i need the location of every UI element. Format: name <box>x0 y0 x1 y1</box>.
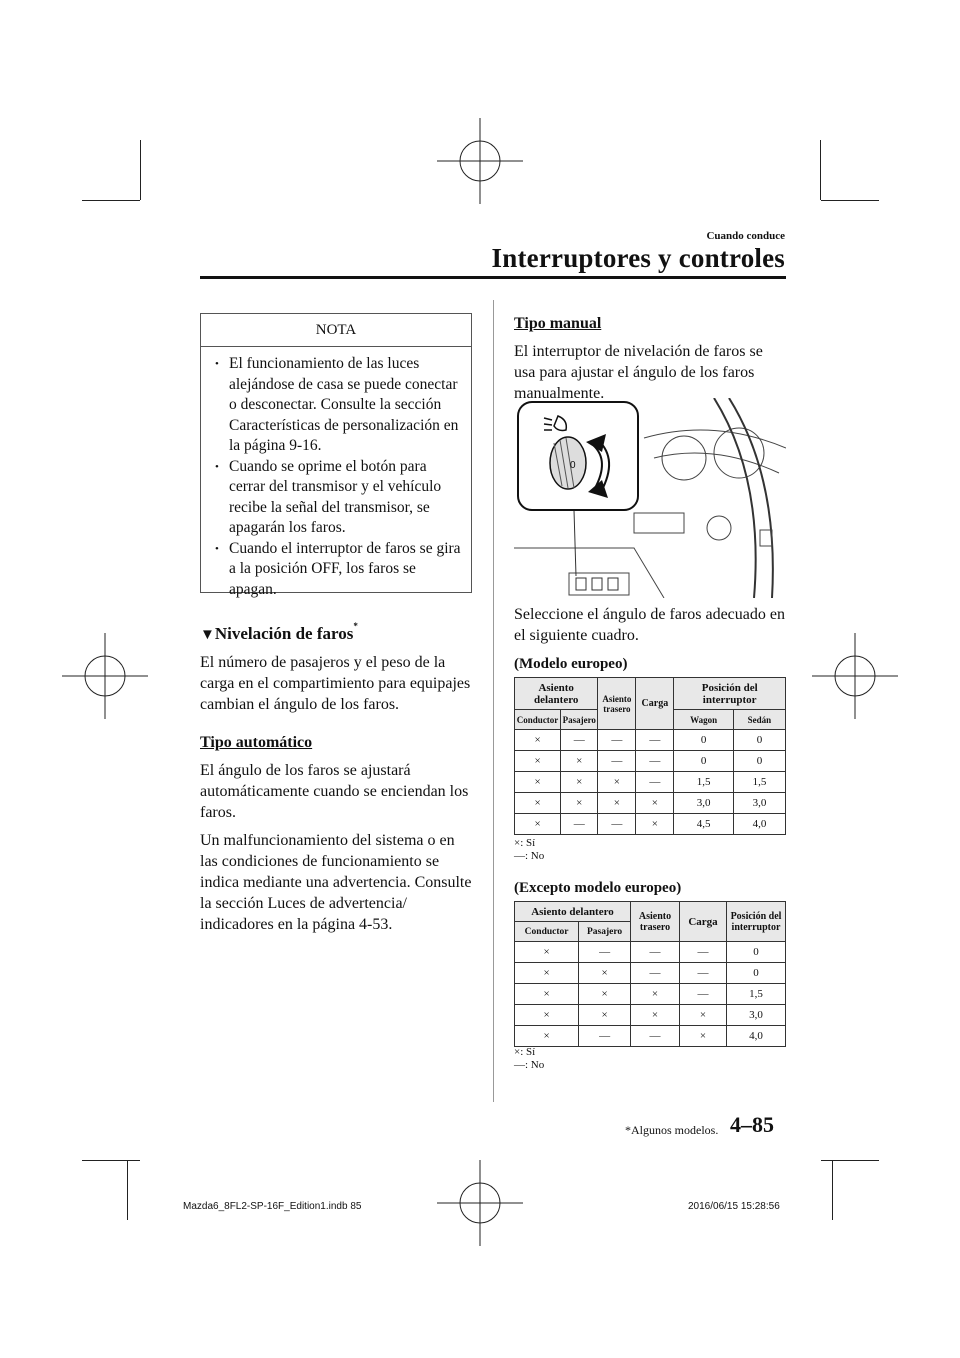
col-header-position: Posición del interruptor <box>674 678 786 710</box>
table-cell: — <box>579 942 631 963</box>
table-cell: 4,0 <box>727 1026 786 1047</box>
table-cell: — <box>631 942 680 963</box>
table-cell: × <box>561 772 598 793</box>
col-header-load: Carga <box>680 902 727 942</box>
crop-mark <box>821 200 879 201</box>
column-divider <box>493 300 494 1102</box>
crop-mark <box>820 140 821 200</box>
table-cell: × <box>680 1005 727 1026</box>
nota-item: • Cuando se oprime el botón para cerrar del transmisor y el vehículo recibe la señal del transmisor, se apagarán los faros. <box>215 457 465 539</box>
manual-heading: Tipo manual <box>514 315 602 332</box>
table-cell: × <box>515 772 561 793</box>
legend-no: —: No <box>514 1059 545 1071</box>
col-header-front: Asiento delantero <box>515 902 631 922</box>
nota-title: NOTA <box>201 314 471 347</box>
table-cell: 4,5 <box>674 814 734 835</box>
table-non-european-model <box>514 901 786 1047</box>
col-header-rear: Asiento trasero <box>598 678 636 730</box>
table-cell: 0 <box>733 751 785 772</box>
table-cell: × <box>515 1005 579 1026</box>
table-row <box>515 1005 786 1026</box>
table-cell: 1,5 <box>727 984 786 1005</box>
table-row <box>515 814 786 835</box>
table-row <box>515 942 786 963</box>
col-header-load: Carga <box>636 678 674 730</box>
table-cell: × <box>515 984 579 1005</box>
legend-yes: ×: Sí <box>514 1046 536 1058</box>
table-cell: × <box>631 1005 680 1026</box>
footnote-marker: * <box>353 621 358 631</box>
table-cell: — <box>598 751 636 772</box>
table-cell: × <box>515 814 561 835</box>
table-cell: 0 <box>674 730 734 751</box>
col-header-sedan: Sedán <box>733 710 785 730</box>
svg-text:0: 0 <box>570 460 576 471</box>
crop-mark <box>140 140 141 200</box>
table-cell: × <box>515 751 561 772</box>
table-cell: × <box>598 793 636 814</box>
registration-mark <box>437 118 523 204</box>
table-cell: × <box>515 1026 579 1047</box>
col-header-rear: Asiento trasero <box>631 902 680 942</box>
table-cell: × <box>631 984 680 1005</box>
triangle-icon: ▼ <box>200 627 215 643</box>
registration-mark <box>62 633 148 719</box>
page-number: 4–85 <box>730 1112 774 1137</box>
table-cell: 3,0 <box>727 1005 786 1026</box>
crop-mark <box>127 1160 128 1220</box>
nota-box <box>200 313 472 598</box>
page-title: Interruptores y controles <box>491 243 785 273</box>
crop-mark <box>82 1160 140 1161</box>
table-cell: — <box>598 730 636 751</box>
table-cell: × <box>561 793 598 814</box>
section-intro: El número de pasajeros y el peso de la carga en el compartimiento para equipajes cambian el ángulo de los faros. <box>200 654 471 713</box>
table-cell: — <box>680 942 727 963</box>
table-cell: × <box>636 793 674 814</box>
section-title: Nivelación de faros <box>214 624 354 643</box>
col-header-wagon: Wagon <box>674 710 734 730</box>
table-row <box>515 793 786 814</box>
table-cell: 0 <box>727 942 786 963</box>
col-header-passenger: Pasajero <box>561 710 598 730</box>
registration-mark <box>437 1160 523 1246</box>
table-cell: — <box>636 730 674 751</box>
table-cell: × <box>680 1026 727 1047</box>
table-row <box>515 751 786 772</box>
table-cell: — <box>636 751 674 772</box>
headlight-leveling-illustration <box>514 398 786 598</box>
table-cell: — <box>561 814 598 835</box>
table-cell: × <box>579 963 631 984</box>
table-title: (Excepto modelo europeo) <box>514 880 682 896</box>
auto-heading: Tipo automático <box>200 734 313 751</box>
auto-paragraph: Un malfuncionamiento del sistema o en las condiciones de funcionamiento se indica mediante una advertencia. Consulte la sección Luces de advertencia/ indicadores en la página 4-53. <box>200 832 472 933</box>
table-row <box>515 1026 786 1047</box>
table-cell: × <box>636 814 674 835</box>
footnote: *Algunos modelos. <box>625 1123 719 1137</box>
col-header-driver: Conductor <box>515 922 579 942</box>
table-row <box>515 963 786 984</box>
header-rule <box>200 276 786 279</box>
table-cell: × <box>579 1005 631 1026</box>
print-file-info: Mazda6_8FL2-SP-16F_Edition1.indb 85 <box>183 1201 362 1212</box>
manual-paragraph: Seleccione el ángulo de faros adecuado en el siguiente cuadro. <box>514 606 785 644</box>
table-cell: — <box>579 1026 631 1047</box>
table-cell: × <box>579 984 631 1005</box>
table-cell: — <box>631 963 680 984</box>
auto-paragraph: El ángulo de los faros se ajustará automáticamente cuando se enciendan los faros. <box>200 762 469 821</box>
table-cell: — <box>561 730 598 751</box>
table-cell: 1,5 <box>733 772 785 793</box>
table-cell: — <box>631 1026 680 1047</box>
print-date-info: 2016/06/15 15:28:56 <box>688 1201 780 1212</box>
table-cell: — <box>680 984 727 1005</box>
nota-item: • El funcionamiento de las luces alejándose de casa se puede conectar o desconectar. Consulte la sección Características de personalización en la página 9-16. <box>215 354 465 457</box>
table-cell: × <box>561 751 598 772</box>
crop-mark <box>832 1160 833 1220</box>
col-header-front: Asiento delantero <box>515 678 598 710</box>
table-european-model <box>514 677 786 835</box>
crop-mark <box>82 200 140 201</box>
col-header-passenger: Pasajero <box>579 922 631 942</box>
nota-list <box>215 354 465 600</box>
nota-item: • Cuando el interruptor de faros se gira a la posición OFF, los faros se apagan. <box>215 539 465 601</box>
legend-no: —: No <box>514 850 545 862</box>
section-heading <box>200 621 358 644</box>
table-cell: — <box>680 963 727 984</box>
table-cell: 0 <box>674 751 734 772</box>
table-legend <box>514 837 544 863</box>
table-cell: 3,0 <box>674 793 734 814</box>
registration-mark <box>812 633 898 719</box>
table-cell: 3,0 <box>733 793 785 814</box>
table-cell: — <box>598 814 636 835</box>
table-row <box>515 772 786 793</box>
table-cell: 0 <box>727 963 786 984</box>
header-subtitle: Cuando conduce <box>706 230 785 242</box>
table-cell: × <box>515 730 561 751</box>
table-legend <box>514 1046 544 1072</box>
col-header-position: Posición del interruptor <box>727 902 786 942</box>
legend-yes: ×: Sí <box>514 837 536 849</box>
table-cell: × <box>598 772 636 793</box>
table-cell: 1,5 <box>674 772 734 793</box>
table-cell: × <box>515 793 561 814</box>
table-cell: 0 <box>733 730 785 751</box>
manual-paragraph: El interruptor de nivelación de faros se usa para ajustar el ángulo de los faros manualmente. <box>514 343 763 402</box>
table-row <box>515 730 786 751</box>
table-row <box>515 984 786 1005</box>
table-cell: × <box>515 963 579 984</box>
crop-mark <box>821 1160 879 1161</box>
table-cell: 4,0 <box>733 814 785 835</box>
table-cell: — <box>636 772 674 793</box>
table-cell: × <box>515 942 579 963</box>
col-header-driver: Conductor <box>515 710 561 730</box>
table-title: (Modelo europeo) <box>514 656 628 672</box>
